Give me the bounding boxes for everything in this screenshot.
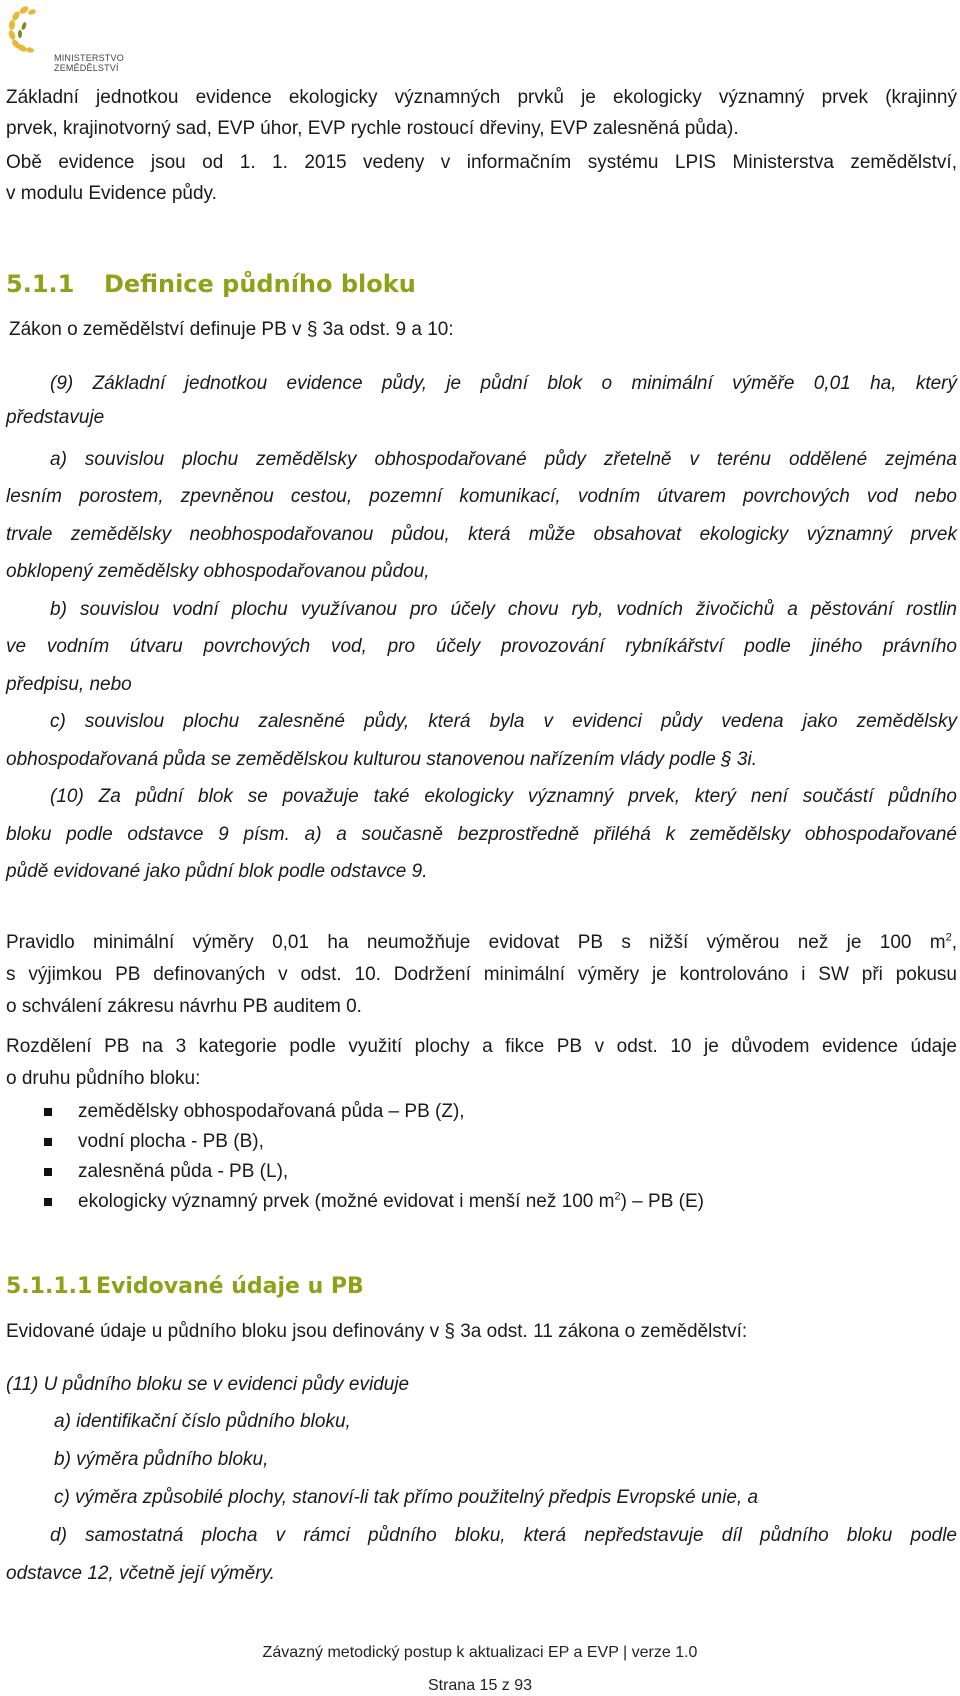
law10-line3: půdě evidované jako půdní blok podle odstavce 9.: [6, 861, 428, 882]
list-item-text: zalesněná půda - PB (L),: [78, 1161, 289, 1182]
law9-line2: představuje: [6, 407, 105, 428]
law11-c: c) výměra způsobilé plochy, stanoví-li tak přímo použitelný předpis Evropské unie, a: [54, 1487, 759, 1508]
list-item-text: zemědělsky obhospodařovaná půda – PB (Z),: [78, 1101, 465, 1122]
list-item-sup: 2: [614, 1190, 621, 1203]
law11-head: (11) U půdního bloku se v evidenci půdy eviduje: [6, 1374, 410, 1395]
bullet-square-icon: [44, 1108, 52, 1116]
rule-line1-sup: 2: [945, 931, 952, 944]
law9-a-line1: a) souvislou plochu zemědělsky obhospodařované půdy zřetelně v terénu oddělené zejména: [50, 449, 957, 470]
law11-d-line1: d) samostatná plocha v rámci půdního bloku, která nepředstavuje díl půdního bloku podle: [50, 1525, 957, 1546]
subsection-number: 5.1.1.1: [6, 1274, 93, 1299]
footer-document-title: Závazný metodický postup k aktualizaci EP a EVP | verze 1.0: [262, 1644, 698, 1661]
intro-p2-line2: v modulu Evidence půdy.: [6, 183, 217, 204]
logo-text: MINISTERSTVO ZEMĚDĚLSTVÍ: [54, 53, 124, 73]
list-item: [40, 1097, 704, 1127]
split-line2: o druhu půdního bloku:: [6, 1068, 201, 1089]
section-title: Definice půdního bloku: [104, 270, 416, 298]
bullet-square-icon: [44, 1138, 52, 1146]
wheat-wreath-icon: [6, 4, 56, 54]
list-item-text-pre: ekologicky významný prvek (možné evidovat i menší než 100 m: [78, 1191, 615, 1212]
intro-p2-line1: Obě evidence jsou od 1. 1. 2015 vedeny v informačním systému LPIS Ministerstva zemědělství,: [6, 152, 957, 173]
law11-d-line2: odstavce 12, včetně její výměry.: [6, 1563, 275, 1584]
intro-p1-line1: Základní jednotkou evidence ekologicky významných prvků je ekologicky významný prvek (krajinný: [6, 87, 957, 108]
rule-line2: s výjimkou PB definovaných v odst. 10. Dodržení minimální výměry je kontrolováno i SW při pokusu: [6, 964, 957, 985]
split-line1: Rozdělení PB na 3 kategorie podle využití plochy a fikce PB v odst. 10 je důvodem evidence údaje: [6, 1036, 957, 1057]
rule-line1-text: Pravidlo minimální výměry 0,01 ha neumožňuje evidovat PB s nižší výměrou než je 100 m: [6, 932, 946, 953]
bullet-square-icon: [44, 1198, 52, 1206]
law9-b-line3: předpisu, nebo: [6, 674, 132, 695]
footer-page-number: Strana 15 z 93: [427, 1677, 533, 1694]
section-lead: Zákon o zemědělství definuje PB v § 3a odst. 9 a 10:: [9, 319, 454, 340]
section-number: 5.1.1: [6, 270, 75, 298]
ministry-logo: [6, 4, 156, 73]
law9-c-line1: c) souvislou plochu zalesněné půdy, která byla v evidenci půdy vedena jako zemědělsky: [50, 711, 957, 732]
rule-line1: [6, 926, 957, 959]
list-item: [40, 1157, 704, 1187]
subsection-lead: Evidované údaje u půdního bloku jsou definovány v § 3a odst. 11 zákona o zemědělství:: [6, 1321, 748, 1342]
law9-a-line3: trvale zemědělsky neobhospodařovanou půdou, která může obsahovat ekologicky významný prvek: [6, 524, 957, 545]
list-item: [40, 1187, 704, 1217]
category-list: [40, 1097, 704, 1217]
subsection-title: Evidované údaje u PB: [96, 1274, 364, 1299]
law9-c-line2: obhospodařovaná půda se zemědělskou kulturou stanovenou nařízením vlády podle § 3i.: [6, 749, 758, 770]
rule-line1-end: ,: [951, 932, 957, 953]
law11-b: b) výměra půdního bloku,: [54, 1449, 269, 1470]
intro-p1-line2: prvek, krajinotvorný sad, EVP úhor, EVP rychle rostoucí dřeviny, EVP zalesněná půda).: [6, 118, 739, 139]
law10-line2: bloku podle odstavce 9 písm. a) a současně bezprostředně přiléhá k zemědělsky obhospodařované: [6, 824, 957, 845]
law9-line1: (9) Základní jednotkou evidence půdy, je půdní blok o minimální výměře 0,01 ha, který: [50, 373, 957, 394]
law9-a-line4: obklopený zemědělsky obhospodařovanou půdou,: [6, 561, 430, 582]
list-item: [40, 1127, 704, 1157]
list-item-text-post: ) – PB (E): [620, 1191, 704, 1212]
rule-line3: o schválení zákresu návrhu PB auditem 0.: [6, 996, 362, 1017]
law9-b-line1: b) souvislou vodní plochu využívanou pro účely chovu ryb, vodních živočichů a pěstování rostlin: [50, 599, 957, 620]
list-item-text: vodní plocha - PB (B),: [78, 1131, 264, 1152]
law11-a: a) identifikační číslo půdního bloku,: [54, 1411, 351, 1432]
law9-a-line2: lesním porostem, zpevněnou cestou, pozemní komunikací, vodním útvarem povrchových vod nebo: [6, 486, 957, 507]
law9-b-line2: ve vodním útvaru povrchových vod, pro účely provozování rybníkářství podle jiného právního: [6, 636, 957, 657]
law10-line1: (10) Za půdní blok se považuje také ekologicky významný prvek, který není součástí půdního: [50, 786, 957, 807]
bullet-square-icon: [44, 1168, 52, 1176]
